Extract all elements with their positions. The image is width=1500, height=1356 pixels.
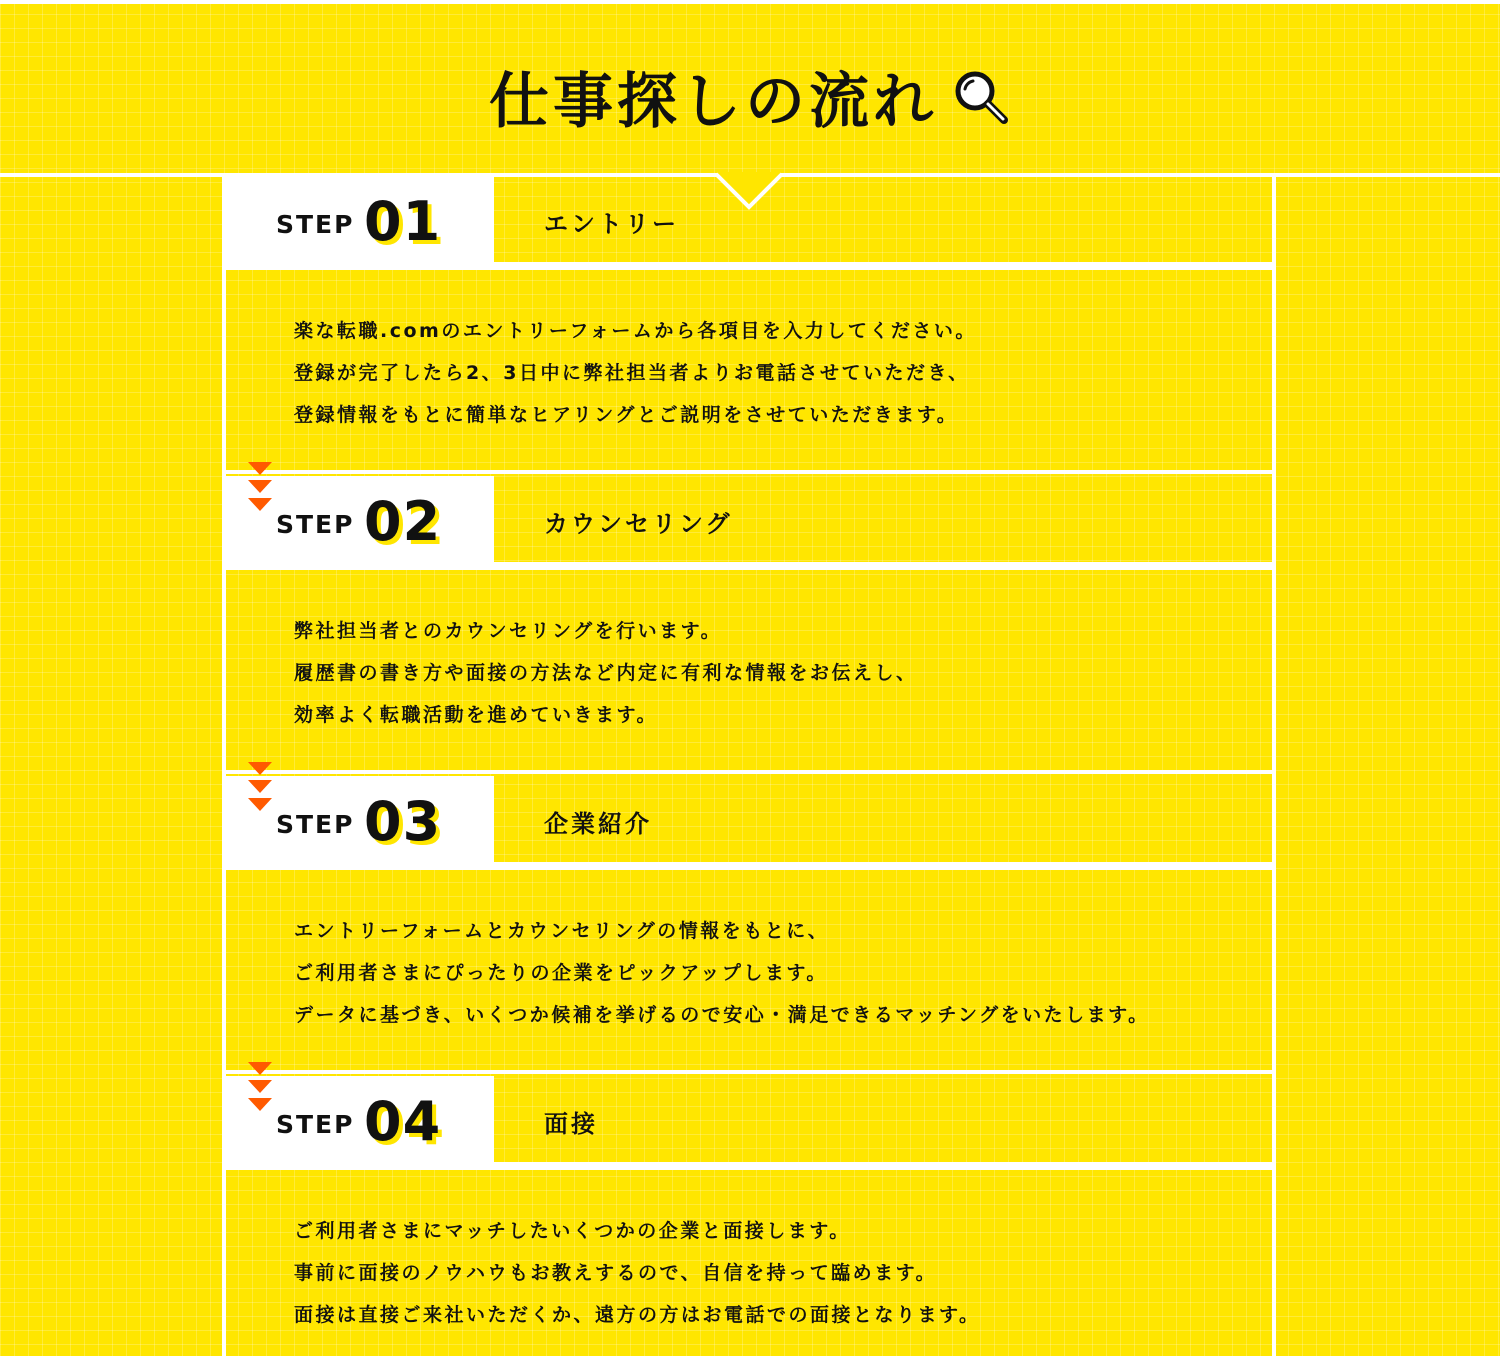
step-body-line: 事前に面接のノウハウもお教えするので、自信を持って臨めます。 xyxy=(294,1262,938,1284)
step-body-line: 履歴書の書き方や面接の方法など内定に有利な情報をお伝えし、 xyxy=(294,662,918,684)
down-arrow-icon xyxy=(248,480,272,493)
step-body-line: データに基づき、いくつか候補を挙げるので安心・満足できるマッチングをいたします。 xyxy=(294,1004,1150,1026)
section-header xyxy=(0,4,1500,174)
step-body-line: 弊社担当者とのカウンセリングを行います。 xyxy=(294,620,723,642)
step-title-box xyxy=(494,776,1272,866)
step-03 xyxy=(226,776,1272,1074)
step-divider xyxy=(226,470,1272,474)
down-arrow-icon xyxy=(248,798,272,811)
step-arrows xyxy=(248,462,272,516)
step-title: カウンセリング xyxy=(544,510,733,538)
down-arrow-icon xyxy=(248,1080,272,1093)
step-header xyxy=(226,1076,1272,1166)
down-arrow-icon xyxy=(248,498,272,511)
step-divider xyxy=(226,1070,1272,1074)
down-arrow-icon xyxy=(248,762,272,775)
down-arrow-icon xyxy=(248,1062,272,1075)
step-body xyxy=(226,566,1272,726)
step-title-box xyxy=(494,1076,1272,1166)
down-arrow-icon xyxy=(248,462,272,475)
magnifier-icon xyxy=(951,67,1011,127)
step-01 xyxy=(226,176,1272,474)
step-body-line: ご利用者さまにぴったりの企業をピックアップします。 xyxy=(294,962,828,984)
step-body-line: 面接は直接ご来社いただくか、遠方の方はお電話での面接となります。 xyxy=(294,1304,981,1326)
step-body xyxy=(226,266,1272,426)
step-02 xyxy=(226,476,1272,774)
step-arrows xyxy=(248,762,272,816)
step-title-box xyxy=(494,176,1272,266)
step-number: 03 xyxy=(364,790,442,853)
step-title: 面接 xyxy=(544,1110,598,1138)
step-body xyxy=(226,1166,1272,1326)
step-body-line: 登録情報をもとに簡単なヒアリングとご説明をさせていただきます。 xyxy=(294,404,959,426)
down-arrow-icon xyxy=(248,1098,272,1111)
step-body-line: 登録が完了したら2、3日中に弊社担当者よりお電話させていただき、 xyxy=(294,362,970,384)
step-number: 01 xyxy=(364,190,442,253)
step-label-box xyxy=(226,176,494,266)
step-header xyxy=(226,776,1272,866)
page-title-text: 仕事探しの流れ xyxy=(489,67,937,137)
step-header xyxy=(226,176,1272,266)
down-arrow-icon xyxy=(248,780,272,793)
step-word: STEP xyxy=(276,810,355,839)
page-title xyxy=(0,54,1500,140)
step-word: STEP xyxy=(276,1110,355,1139)
step-number: 04 xyxy=(364,1090,442,1153)
step-body-line: ご利用者さまにマッチしたいくつかの企業と面接します。 xyxy=(294,1220,851,1242)
step-title: エントリー xyxy=(544,210,679,238)
step-body-line: 効率よく転職活動を進めていきます。 xyxy=(294,704,658,726)
step-number: 02 xyxy=(364,490,442,553)
step-title-box xyxy=(494,476,1272,566)
step-body xyxy=(226,866,1272,1026)
step-arrows xyxy=(248,1062,272,1116)
step-header xyxy=(226,476,1272,566)
step-divider xyxy=(226,770,1272,774)
step-word: STEP xyxy=(276,510,355,539)
step-title: 企業紹介 xyxy=(544,810,652,838)
step-body-line: エントリーフォームとカウンセリングの情報をもとに、 xyxy=(294,920,830,942)
step-word: STEP xyxy=(276,210,355,239)
step-body-line: 楽な転職.comのエントリーフォームから各項目を入力してください。 xyxy=(294,320,977,342)
step-04 xyxy=(226,1076,1272,1356)
